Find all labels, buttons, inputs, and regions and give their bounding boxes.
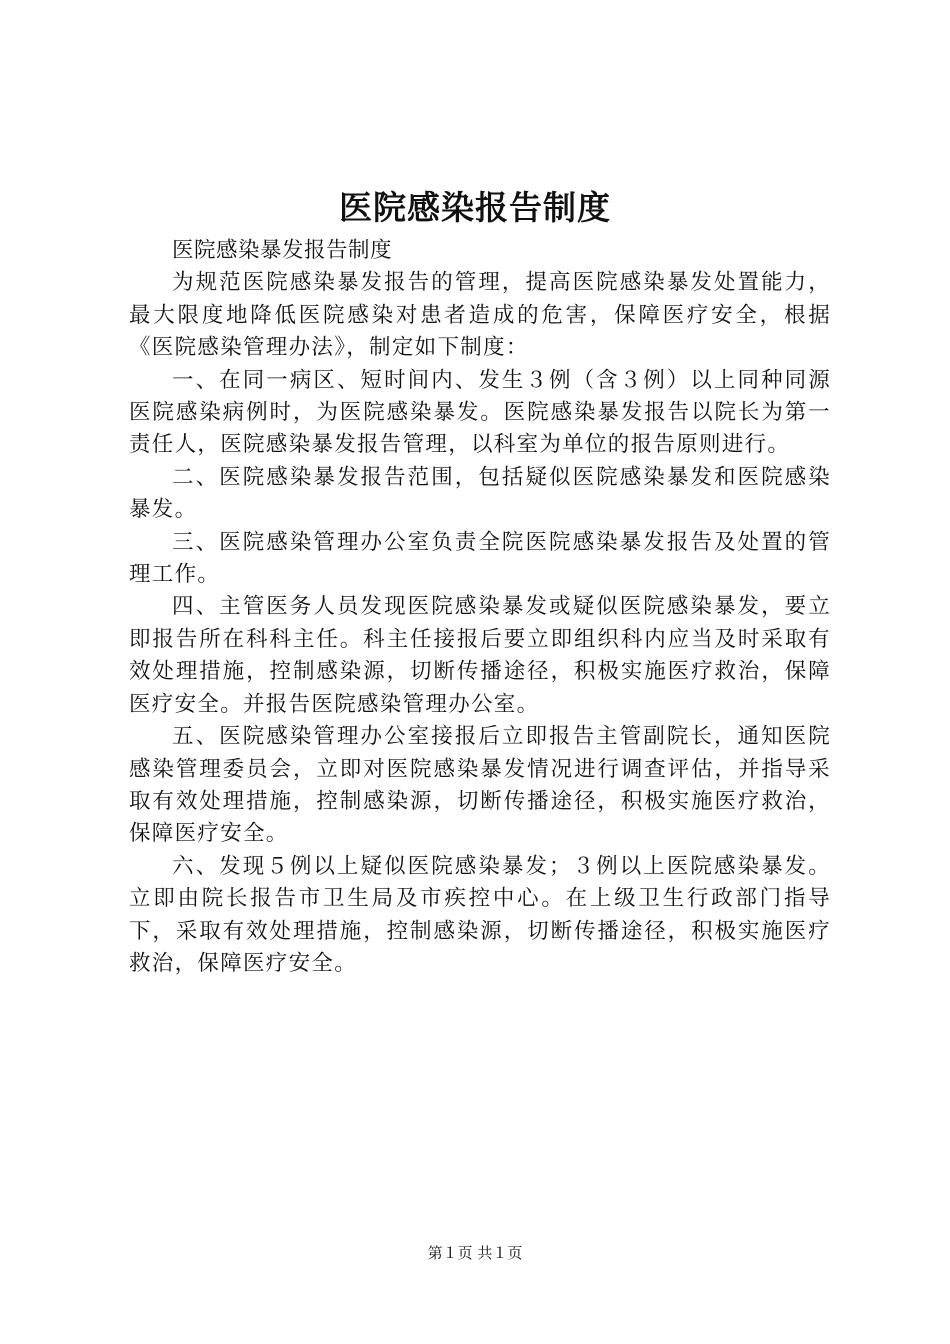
document-subtitle: 医院感染暴发报告制度 bbox=[172, 238, 393, 263]
paragraph-clause-2: 二、医院感染暴发报告范围，包括疑似医院感染暴发和医院感染暴发。 bbox=[129, 464, 831, 523]
paragraph-intro: 为规范医院感染暴发报告的管理，提高医院感染暴发处置能力，最大限度地降低医院感染对患者造成的危害，保障医疗安全，根据《医院感染管理办法》，制定如下制度： bbox=[129, 270, 831, 361]
page-footer: 第１页 共１页 bbox=[427, 1244, 523, 1262]
document-body bbox=[129, 235, 831, 980]
paragraph-clause-3: 三、医院感染管理办公室负责全院医院感染暴发报告及处置的管理工作。 bbox=[129, 529, 831, 588]
paragraph-clause-4: 四、主管医务人员发现医院感染暴发或疑似医院感染暴发，要立即报告所在科科主任。科主任接报后要立即组织科内应当及时采取有效处理措施，控制感染源，切断传播途径，积极实施医疗救治，保障医疗安全。并报告医院感染管理办公室。 bbox=[129, 594, 831, 717]
paragraph-clause-6: 六、发现５例以上疑似医院感染暴发；３例以上医院感染暴发。立即由院长报告市卫生局及市疾控中心。在上级卫生行政部门指导下，采取有效处理措施，控制感染源，切断传播途径，积极实施医疗救治，保障医疗安全。 bbox=[129, 853, 831, 976]
paragraph-clause-1: 一、在同一病区、短时间内、发生３例（含３例）以上同种同源医院感染病例时，为医院感染暴发。医院感染暴发报告以院长为第一责任人，医院感染暴发报告管理，以科室为单位的报告原则进行。 bbox=[129, 367, 831, 458]
document-title: 医院感染报告制度 bbox=[339, 188, 611, 227]
paragraph-clause-5: 五、医院感染管理办公室接报后立即报告主管副院长，通知医院感染管理委员会，立即对医院感染暴发情况进行调查评估，并指导采取有效处理措施，控制感染源，切断传播途径，积极实施医疗救治，保障医疗安全。 bbox=[129, 724, 831, 847]
